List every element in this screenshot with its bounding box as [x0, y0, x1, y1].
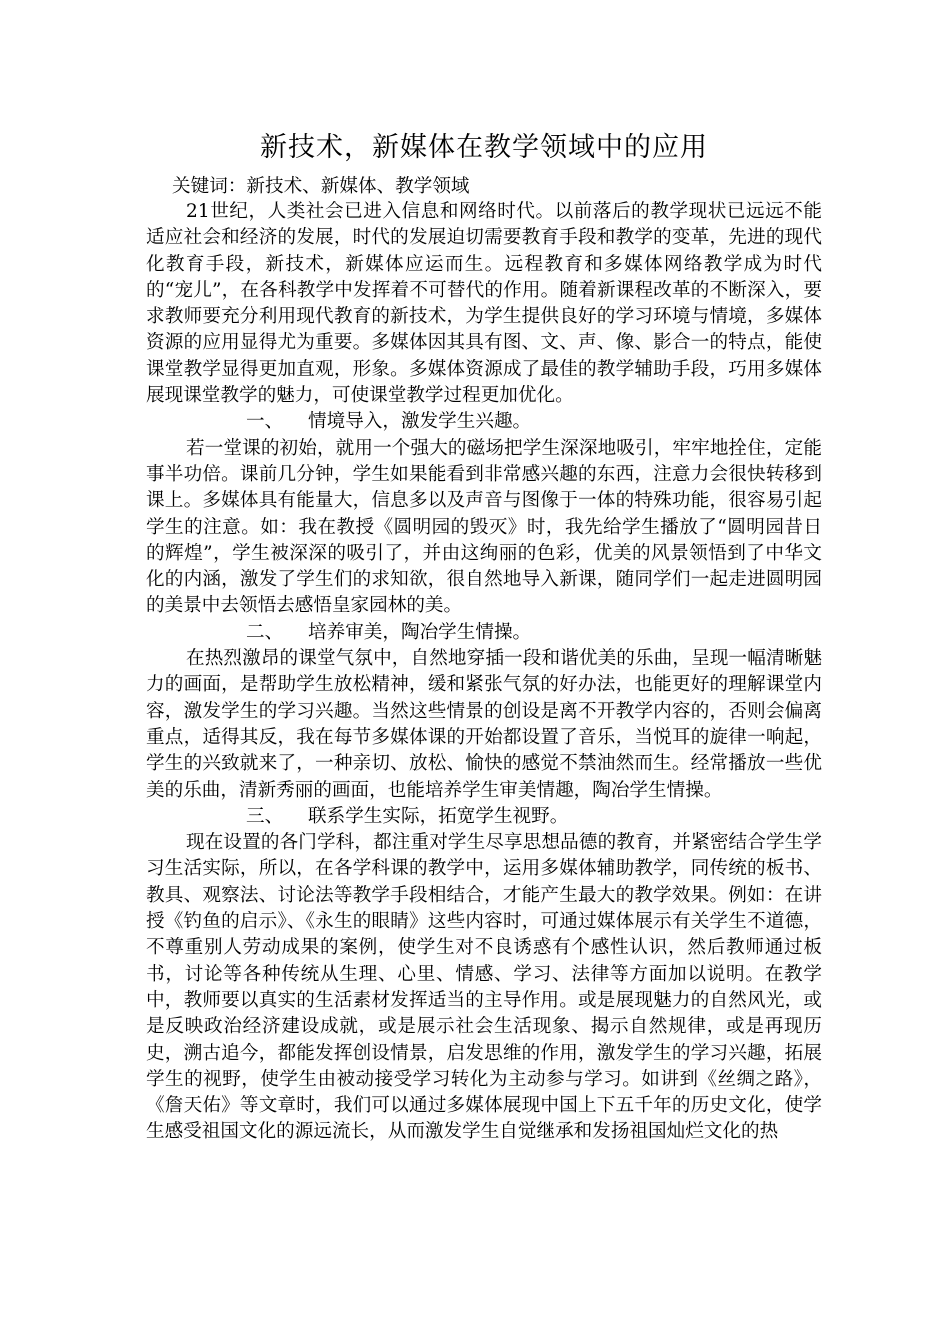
- section-heading-2: [146, 620, 822, 646]
- document-page: [146, 128, 822, 1146]
- section-heading-1: [146, 409, 822, 435]
- document-title: 新技术，新媒体在教学领域中的应用: [260, 132, 708, 163]
- section-body-2: 在热烈激昂的课堂气氛中，自然地穿插一段和谐优美的乐曲，呈现一幅清晰魅力的画面，是帮助学生放松精神，缓和紧张气氛的好办法，也能更好的理解课堂内容，激发学生的学习兴趣。当然这些情景的创设是离不开教学内容的，否则会偏离重点，适得其反，我在每节多媒体课的开始都设置了音乐，当悦耳的旋律一响起，学生的兴致就来了，一种亲切、放松、愉快的感觉不禁油然而生。经常播放一些优美的乐曲，清新秀丽的画面，也能培养学生审美情趣，陶冶学生情操。: [146, 648, 822, 801]
- section-heading-3: [146, 804, 822, 830]
- section-body-1: 若一堂课的初始，就用一个强大的磁场把学生深深地吸引，牢牢地拴住，定能事半功倍。课前几分钟，学生如果能看到非常感兴趣的东西，注意力会很快转移到课上。多媒体具有能量大，信息多以及声音与图像于一体的特殊功能，很容易引起学生的注意。如：我在教授《圆明园的毁灭》时，我先给学生播放了“圆明园昔日的辉煌”，学生被深深的吸引了，并由这绚丽的色彩，优美的风景领悟到了中华文化的内涵，激发了学生们的求知欲，很自然地导入新课，随同学们一起走进圆明园的美景中去领悟去感悟皇家园林的美。: [146, 437, 822, 617]
- intro-paragraph: 21世纪，人类社会已进入信息和网络时代。以前落后的教学现状已远远不能适应社会和经济的发展，时代的发展迫切需要教育手段和教学的变革，先进的现代化教育手段，新技术，新媒体应运而生。远程教育和多媒体网络教学成为时代的“宠儿”，在各科教学中发挥着不可替代的作用。随着新课程改革的不断深入，要求教师要充分利用现代教育的新技术，为学生提供良好的学习环境与情境，多媒体资源的应用显得尤为重要。多媒体因其具有图、文、声、像、影合一的特点，能使课堂教学显得更加直观，形象。多媒体资源成了最佳的教学辅助手段，巧用多媒体展现课堂教学的魅力，可使课堂教学过程更加优化。: [146, 201, 822, 407]
- section-body-3: 现在设置的各门学科，都注重对学生尽享思想品德的教育，并紧密结合学生学习生活实际，所以，在各学科课的教学中，运用多媒体辅助教学，同传统的板书、教具、观察法、讨论法等教学手段相结合，才能产生最大的教学效果。例如：在讲授《钓鱼的启示》、《永生的眼睛》这些内容时，可通过媒体展示有关学生不道德，不尊重别人劳动成果的案例，使学生对不良诱惑有个感性认识，然后教师通过板书，讨论等各种传统从生理、心里、情感、学习、法律等方面加以说明。在教学中，教师要以真实的生活素材发挥适当的主导作用。或是展现魅力的自然风光，或是反映政治经济建设成就，或是展示社会生活现象、揭示自然规律，或是再现历史，溯古追今，都能发挥创设情景，启发思维的作用，激发学生的学习兴趣，拓展学生的视野，使学生由被动接受学习转化为主动参与学习。如讲到《丝绸之路》，《詹天佑》等文章时，我们可以通过多媒体展现中国上下五千年的历史文化，使学生感受祖国文化的源远流长，从而激发学生自觉继承和发扬祖国灿烂文化的热: [146, 832, 822, 1143]
- section-number-2: 二、: [246, 621, 284, 643]
- keywords-line: 关键词：新技术、新媒体、教学领域: [172, 176, 470, 197]
- section-number-3: 三、: [246, 805, 284, 827]
- section-heading-text-2: 培养审美，陶冶学生情操。: [308, 621, 532, 643]
- section-number-1: 一、: [246, 411, 284, 433]
- section-heading-text-3: 联系学生实际，拓宽学生视野。: [308, 805, 569, 827]
- section-heading-text-1: 情境导入，激发学生兴趣。: [308, 411, 532, 433]
